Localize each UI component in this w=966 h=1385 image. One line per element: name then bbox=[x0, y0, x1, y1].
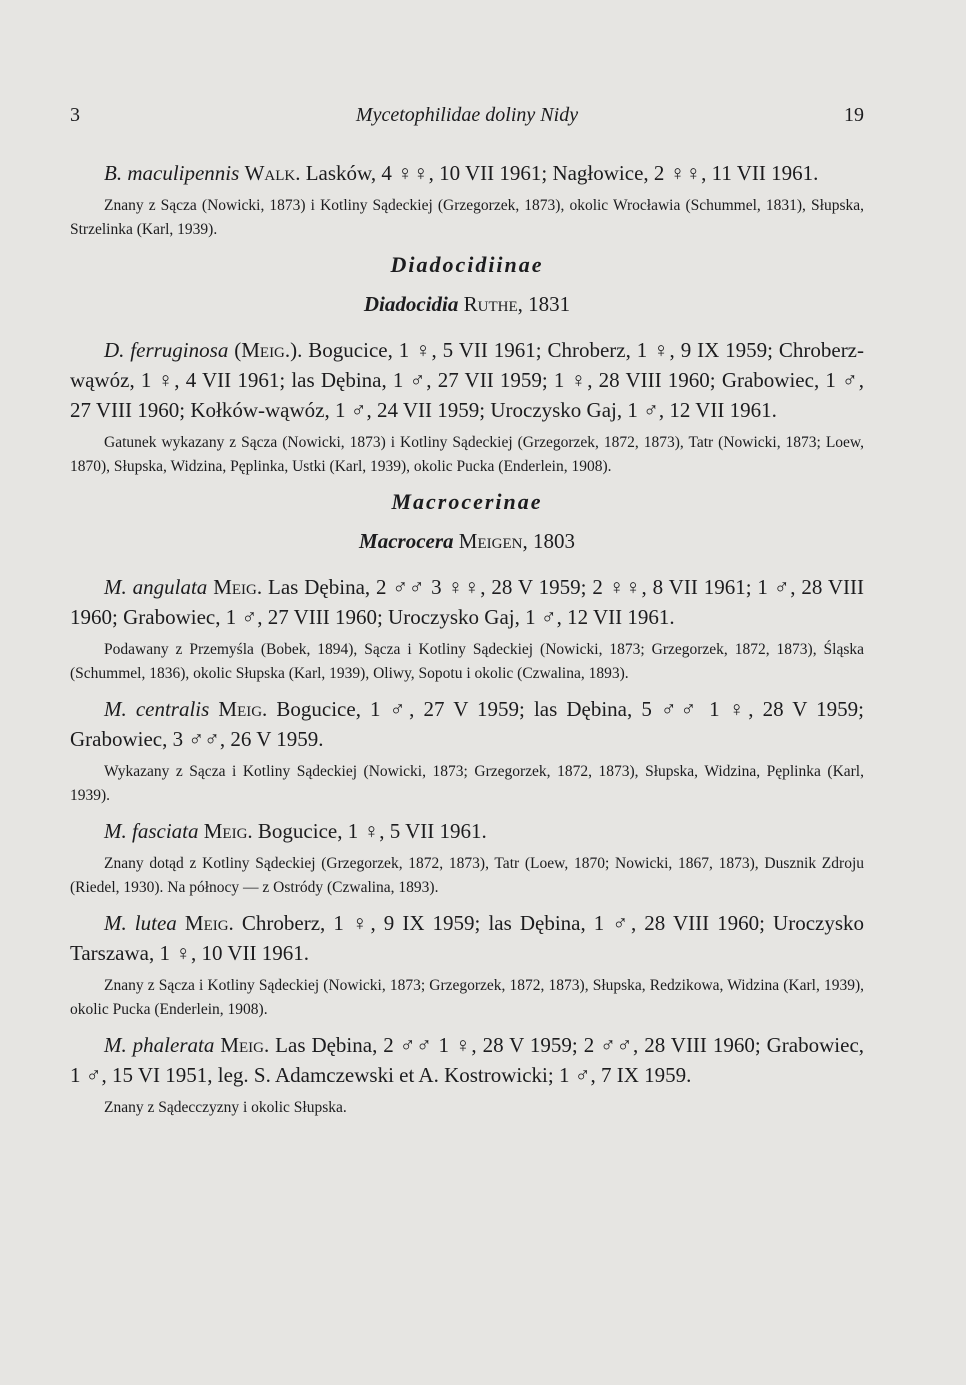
genus-name: Diadocidia bbox=[363, 292, 459, 316]
chapter-number: 3 bbox=[70, 104, 80, 126]
distribution-note: Podawany z Przemyśla (Bobek, 1894), Sącza i Kotliny Sądeckiej (Nowicki, 1873; Grzegorzek, 1872, 1873), Śląska (Schummel, 1836), okolic Słupska (Karl, 1939), Oliwy, Sopotu i okolic (Czwalina, 1893). bbox=[70, 641, 864, 682]
genus-heading bbox=[70, 529, 864, 554]
page-number: 19 bbox=[844, 104, 864, 126]
genus-year: , 1831 bbox=[517, 292, 571, 316]
genus-heading bbox=[70, 292, 864, 317]
genus-name: Macrocera bbox=[359, 529, 454, 553]
running-title: Mycetophilidae doliny Nidy bbox=[355, 104, 579, 126]
body-text bbox=[70, 158, 864, 1128]
running-header bbox=[70, 104, 864, 134]
record-text: Bogucice, 1 ♀, 5 VII 1961; Chroberz, 1 ♀, 9 IX 1959; Chroberz-wąwóz, 1 ♀, 4 VII 1961; las Dębina, 1 ♂, 27 VII 1959; 1 ♀, 28 VIII 1960; Grabowiec, 1 ♂, 27 VIII 1960; Kołków-wąwóz, 1 ♂, 24 VII 1959; Uroczysko Gaj, 1 ♂, 12 VII 1961. bbox=[70, 338, 864, 422]
species-name: M. angulata bbox=[104, 575, 208, 599]
species-record bbox=[70, 694, 864, 754]
distribution-note: Wykazany z Sącza i Kotliny Sądeckiej (Nowicki, 1873; Grzegorzek, 1872, 1873), Słupska, Widzina, Pęplinka (Karl, 1939). bbox=[70, 763, 864, 804]
species-name: M. centralis bbox=[104, 697, 210, 721]
record-text: Bogucice, 1 ♀, 5 VII 1961. bbox=[252, 819, 487, 843]
species-author: (Meig.). bbox=[234, 338, 303, 362]
distribution-note: Znany z Sądecczyzny i okolic Słupska. bbox=[104, 1099, 347, 1116]
species-author: Meig. bbox=[218, 697, 268, 721]
species-record bbox=[70, 908, 864, 968]
distribution-note: Znany z Sącza i Kotliny Sądeckiej (Nowicki, 1873; Grzegorzek, 1872, 1873), Słupska, Redzikowa, Widzina (Karl, 1939), okolic Pucka (Enderlein, 1908). bbox=[70, 977, 864, 1018]
species-record bbox=[70, 1030, 864, 1090]
species-author: Walk. bbox=[244, 161, 301, 185]
species-name: M. lutea bbox=[104, 911, 177, 935]
species-author: Meig. bbox=[184, 911, 234, 935]
species-name: M. fasciata bbox=[104, 819, 199, 843]
species-name: M. phalerata bbox=[104, 1033, 215, 1057]
record-text: Las Dębina, 2 ♂♂ 3 ♀♀, 28 V 1959; 2 ♀♀, 8 VII 1961; 1 ♂, 28 VIII 1960; Grabowiec, 1 ♂, 27 VIII 1960; Uroczysko Gaj, 1 ♂, 12 VII 1961. bbox=[70, 575, 865, 629]
record-text: Bogucice, 1 ♂, 27 V 1959; las Dębina, 5 ♂♂ 1 ♀, 28 V 1959; Grabowiec, 3 ♂♂, 26 V 1959. bbox=[70, 697, 864, 751]
species-record bbox=[70, 158, 864, 188]
species-name: B. maculipennis bbox=[104, 161, 240, 185]
genus-author: Meigen bbox=[458, 529, 523, 553]
genus-author: Ruthe bbox=[463, 292, 518, 316]
record-text: Chroberz, 1 ♀, 9 IX 1959; las Dębina, 1 ♂, 28 VIII 1960; Uroczysko Tarszawa, 1 ♀, 10 VII 1961. bbox=[70, 911, 865, 965]
genus-year: , 1803 bbox=[522, 529, 575, 553]
species-record bbox=[70, 572, 864, 632]
species-record bbox=[70, 335, 864, 425]
species-record bbox=[70, 816, 864, 846]
record-text: Lasków, 4 ♀♀, 10 VII 1961; Nagłowice, 2 ♀♀, 11 VII 1961. bbox=[300, 161, 819, 185]
species-author: Meig. bbox=[203, 819, 253, 843]
distribution-note: Gatunek wykazany z Sącza (Nowicki, 1873) i Kotliny Sądeckiej (Grzegorzek, 1872, 1873), Tatr (Nowicki, 1873; Loew, 1870), Słupska, Widzina, Pęplinka, Ustki (Karl, 1939), okolic Pucka (Enderlein, 1908). bbox=[70, 434, 864, 475]
species-name: D. ferruginosa bbox=[104, 338, 229, 362]
species-author: Meig. bbox=[220, 1033, 270, 1057]
subfamily-heading: Diadocidiinae bbox=[390, 252, 544, 277]
species-author: Meig. bbox=[213, 575, 263, 599]
record-text: Las Dębina, 2 ♂♂ 1 ♀, 28 V 1959; 2 ♂♂, 28 VIII 1960; Grabowiec, 1 ♂, 15 VI 1951, leg. S. Adamczewski et A. Kostrowicki; 1 ♂, 7 IX 1959. bbox=[70, 1033, 865, 1087]
subfamily-heading: Macrocerinae bbox=[391, 489, 543, 514]
distribution-note: Znany z Sącza (Nowicki, 1873) i Kotliny Sądeckiej (Grzegorzek, 1873), okolic Wrocławia (Schummel, 1831), Słupska, Strzelinka (Karl, 1939). bbox=[70, 197, 864, 238]
distribution-note: Znany dotąd z Kotliny Sądeckiej (Grzegorzek, 1872, 1873), Tatr (Loew, 1870; Nowicki, 1867, 1873), Dusznik Zdroju (Riedel, 1930). Na północy — z Ostródy (Czwalina, 1893). bbox=[70, 855, 864, 896]
